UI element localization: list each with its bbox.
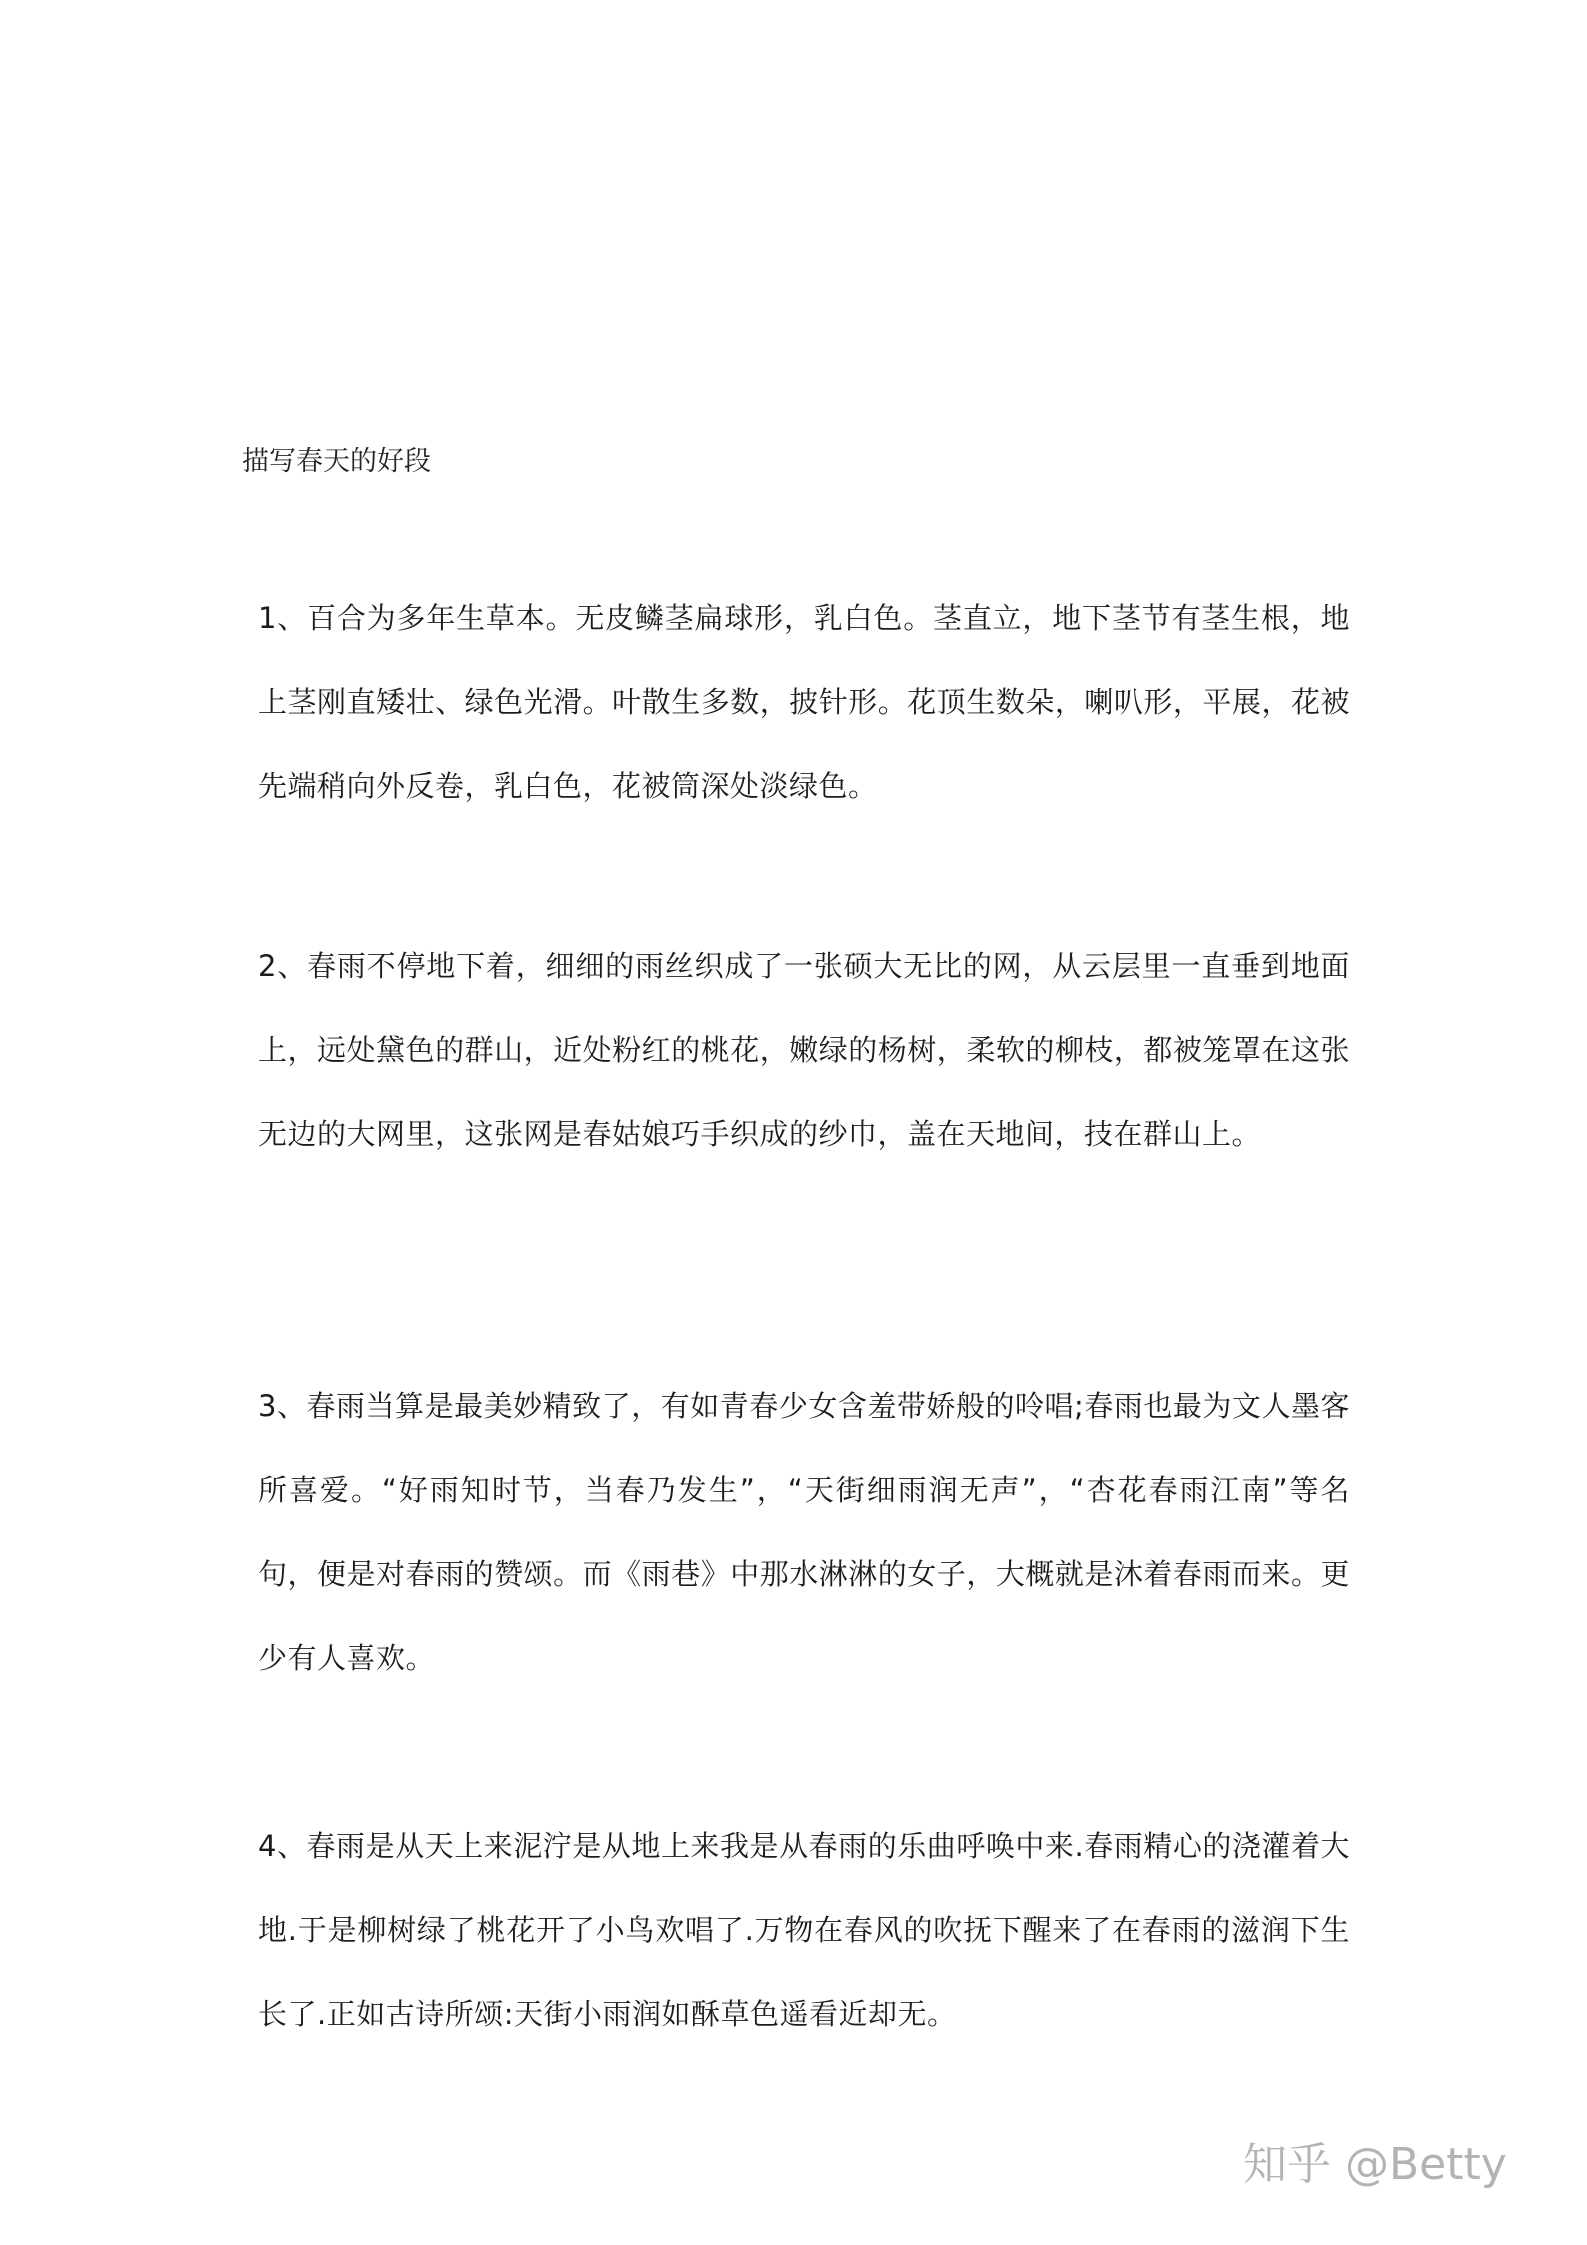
paragraph-1: 1、百合为多年生草本。无皮鳞茎扁球形，乳白色。茎直立，地下茎节有茎生根，地上茎刚直矮壮、绿色光滑。叶散生多数，披针形。花顶生数朵，喇叭形，平展，花被先端稍向外反卷，乳白色，花被筒深处淡绿色。 [258,601,1350,803]
zhihu-watermark: 知乎 @Betty [1243,2139,1507,2190]
paragraph-2: 2、春雨不停地下着，细细的雨丝织成了一张硕大无比的网，从云层里一直垂到地面上，远处黛色的群山，近处粉红的桃花，嫩绿的杨树，柔软的柳枝，都被笼罩在这张无边的大网里，这张网是春姑娘巧手织成的纱巾，盖在天地间，技在群山上。 [258,949,1350,1151]
paragraph-3: 3、春雨当算是最美妙精致了，有如青春少女含羞带娇般的呤唱;春雨也最为文人墨客所喜爱。“好雨知时节，当春乃发生”，“天街细雨润无声”，“杏花春雨江南”等名句，便是对春雨的赞颂。而《雨巷》中那水淋淋的女子，大概就是沐着春雨而来。更少有人喜欢。 [258,1389,1350,1675]
paragraph-4: 4、春雨是从天上来泥泞是从地上来我是从春雨的乐曲呼唤中来.春雨精心的浇灌着大地.于是柳树绿了桃花开了小鸟欢唱了.万物在春风的吹抚下醒来了在春雨的滋润下生长了.正如古诗所颂:天街小雨润如酥草色遥看近却无。 [258,1829,1350,2031]
document-title: 描写春天的好段 [242,446,431,477]
